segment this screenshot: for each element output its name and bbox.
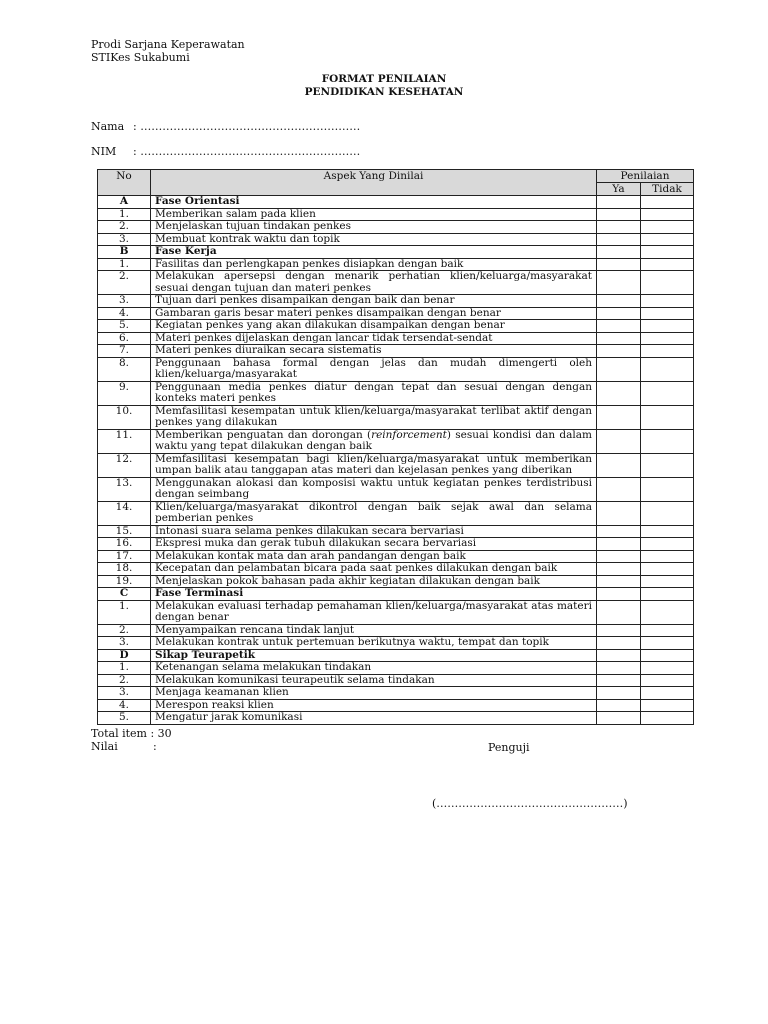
aspect-text: Kecepatan dan pelambatan bicara pada saat penkes dilakukan dengan baik <box>151 563 597 576</box>
aspect-text: Penggunaan bahasa formal dengan jelas dan mudah dimengerti oleh klien/keluarga/masyarakat <box>151 357 597 381</box>
table-body <box>98 196 694 725</box>
table-row <box>98 405 694 429</box>
tidak-cell[interactable] <box>641 357 694 381</box>
row-number: 17. <box>98 550 151 563</box>
table-row <box>98 233 694 246</box>
nama-value: : …………………………………………………… <box>133 120 361 133</box>
tidak-cell[interactable] <box>641 320 694 333</box>
header-tidak: Tidak <box>641 183 694 196</box>
tidak-cell[interactable] <box>641 429 694 453</box>
aspect-text: Kegiatan penkes yang akan dilakukan disampaikan dengan benar <box>151 320 597 333</box>
row-number: 1. <box>98 208 151 221</box>
table-row <box>98 429 694 453</box>
aspect-text: Tujuan dari penkes disampaikan dengan baik dan benar <box>151 295 597 308</box>
row-number: 16. <box>98 538 151 551</box>
table-row <box>98 381 694 405</box>
section-title: Fase Kerja <box>151 246 597 259</box>
table-row <box>98 662 694 675</box>
section-title: Sikap Teurapetik <box>151 649 597 662</box>
header-penilaian: Penilaian <box>597 170 694 183</box>
aspect-text: Intonasi suara selama penkes dilakukan secara bervariasi <box>151 525 597 538</box>
aspect-text: Memberikan salam pada klien <box>151 208 597 221</box>
penguji-label: Penguji <box>488 741 530 754</box>
row-number: 3. <box>98 233 151 246</box>
section-title: Fase Terminasi <box>151 588 597 601</box>
ya-cell[interactable] <box>597 196 641 209</box>
nama-label: Nama <box>91 120 125 133</box>
ya-cell[interactable] <box>597 429 641 453</box>
ya-cell[interactable] <box>597 345 641 358</box>
aspect-text: Memfasilitasi kesempatan bagi klien/keluarga/masyarakat untuk memberikan umpan balik atau tanggapan atas materi dan kejelasan penkes yang diberikan <box>151 453 597 477</box>
table-row <box>98 332 694 345</box>
aspect-text: Materi penkes dijelaskan dengan lancar tidak tersendat-sendat <box>151 332 597 345</box>
row-number: 18. <box>98 563 151 576</box>
ya-cell[interactable] <box>597 295 641 308</box>
ya-cell[interactable] <box>597 699 641 712</box>
table-row <box>98 453 694 477</box>
ya-cell[interactable] <box>597 332 641 345</box>
aspect-text: Membuat kontrak waktu dan topik <box>151 233 597 246</box>
row-number: 3. <box>98 687 151 700</box>
ya-cell[interactable] <box>597 674 641 687</box>
table-row <box>98 712 694 725</box>
row-number: 6. <box>98 332 151 345</box>
tidak-cell[interactable] <box>641 345 694 358</box>
ya-cell[interactable] <box>597 477 641 501</box>
aspect-text: Ekspresi muka dan gerak tubuh dilakukan secara bervariasi <box>151 538 597 551</box>
total-value: : 30 <box>150 727 172 740</box>
tidak-cell[interactable] <box>641 588 694 601</box>
ya-cell[interactable] <box>597 320 641 333</box>
aspect-text: Penggunaan media penkes diatur dengan tepat dan sesuai dengan dengan konteks materi penkes <box>151 381 597 405</box>
signature-line: (……………………………………………) <box>432 797 628 810</box>
aspect-text: Klien/keluarga/masyarakat dikontrol dengan baik sejak awal dan selama pemberian penkes <box>151 501 597 525</box>
table-row <box>98 674 694 687</box>
ya-cell[interactable] <box>597 271 641 295</box>
table-row <box>98 221 694 234</box>
aspect-text: Melakukan apersepsi dengan menarik perhatian klien/keluarga/masyarakat sesuai dengan tujuan dan materi penkes <box>151 271 597 295</box>
table-row <box>98 320 694 333</box>
header-aspek: Aspek Yang Dinilai <box>151 170 597 196</box>
table-row <box>98 258 694 271</box>
row-number: 7. <box>98 345 151 358</box>
tidak-cell[interactable] <box>641 405 694 429</box>
aspect-text: Menggunakan alokasi dan komposisi waktu untuk kegiatan penkes terdistribusi dengan seimbang <box>151 477 597 501</box>
row-number: 11. <box>98 429 151 453</box>
tidak-cell[interactable] <box>641 208 694 221</box>
row-number: 2. <box>98 271 151 295</box>
table-row <box>98 699 694 712</box>
tidak-cell[interactable] <box>641 575 694 588</box>
ya-cell[interactable] <box>597 538 641 551</box>
tidak-cell[interactable] <box>641 501 694 525</box>
row-number: 1. <box>98 600 151 624</box>
program-name: Prodi Sarjana Keperawatan <box>91 38 245 51</box>
ya-cell[interactable] <box>597 221 641 234</box>
ya-cell[interactable] <box>597 588 641 601</box>
table-row <box>98 271 694 295</box>
tidak-cell[interactable] <box>641 307 694 320</box>
aspect-text: Menjelaskan tujuan tindakan penkes <box>151 221 597 234</box>
tidak-cell[interactable] <box>641 649 694 662</box>
ya-cell[interactable] <box>597 525 641 538</box>
ya-cell[interactable] <box>597 712 641 725</box>
tidak-cell[interactable] <box>641 712 694 725</box>
row-number: C <box>98 588 151 601</box>
ya-cell[interactable] <box>597 575 641 588</box>
tidak-cell[interactable] <box>641 550 694 563</box>
row-number: 13. <box>98 477 151 501</box>
row-number: D <box>98 649 151 662</box>
tidak-cell[interactable] <box>641 196 694 209</box>
title-line-1: FORMAT PENILAIAN <box>321 73 447 85</box>
title-line-2: PENDIDIKAN KESEHATAN <box>304 86 464 98</box>
ya-cell[interactable] <box>597 649 641 662</box>
aspect-text: Menyampaikan rencana tindak lanjut <box>151 624 597 637</box>
tidak-cell[interactable] <box>641 662 694 675</box>
tidak-cell[interactable] <box>641 258 694 271</box>
nim-label: NIM <box>91 145 117 158</box>
row-number: 9. <box>98 381 151 405</box>
tidak-cell[interactable] <box>641 637 694 650</box>
table-row <box>98 357 694 381</box>
ya-cell[interactable] <box>597 550 641 563</box>
section-row <box>98 246 694 259</box>
aspect-text: Fasilitas dan perlengkapan penkes disiapkan dengan baik <box>151 258 597 271</box>
tidak-cell[interactable] <box>641 624 694 637</box>
nim-value: : …………………………………………………… <box>133 145 361 158</box>
aspect-text: Melakukan kontrak untuk pertemuan berikutnya waktu, tempat dan topik <box>151 637 597 650</box>
tidak-cell[interactable] <box>641 295 694 308</box>
total-label: Total item <box>91 727 147 740</box>
ya-cell[interactable] <box>597 381 641 405</box>
aspect-text: Ketenangan selama melakukan tindakan <box>151 662 597 675</box>
row-number: 1. <box>98 258 151 271</box>
header-ya: Ya <box>597 183 641 196</box>
table-row <box>98 208 694 221</box>
table-row <box>98 295 694 308</box>
ya-cell[interactable] <box>597 208 641 221</box>
ya-cell[interactable] <box>597 624 641 637</box>
tidak-cell[interactable] <box>641 381 694 405</box>
tidak-cell[interactable] <box>641 687 694 700</box>
table-row <box>98 550 694 563</box>
table-row <box>98 501 694 525</box>
aspect-text: Menjelaskan pokok bahasan pada akhir kegiatan dilakukan dengan baik <box>151 575 597 588</box>
ya-cell[interactable] <box>597 637 641 650</box>
row-number: 4. <box>98 307 151 320</box>
table-row <box>98 538 694 551</box>
aspect-text: Memfasilitasi kesempatan untuk klien/keluarga/masyarakat terlibat aktif dengan penkes yang dilakukan <box>151 405 597 429</box>
tidak-cell[interactable] <box>641 233 694 246</box>
tidak-cell[interactable] <box>641 453 694 477</box>
ya-cell[interactable] <box>597 600 641 624</box>
tidak-cell[interactable] <box>641 674 694 687</box>
ya-cell[interactable] <box>597 662 641 675</box>
row-number: 5. <box>98 712 151 725</box>
tidak-cell[interactable] <box>641 271 694 295</box>
ya-cell[interactable] <box>597 246 641 259</box>
ya-cell[interactable] <box>597 501 641 525</box>
row-number: 1. <box>98 662 151 675</box>
ya-cell[interactable] <box>597 563 641 576</box>
aspect-text: Melakukan kontak mata dan arah pandangan dengan baik <box>151 550 597 563</box>
table-row <box>98 525 694 538</box>
section-title: Fase Orientasi <box>151 196 597 209</box>
row-number: 3. <box>98 295 151 308</box>
aspect-text: Mengatur jarak komunikasi <box>151 712 597 725</box>
aspect-text: Materi penkes diuraikan secara sistematis <box>151 345 597 358</box>
table-row <box>98 345 694 358</box>
header-no: No <box>98 170 151 196</box>
table-row <box>98 477 694 501</box>
row-number: 3. <box>98 637 151 650</box>
ya-cell[interactable] <box>597 258 641 271</box>
row-number: 5. <box>98 320 151 333</box>
tidak-cell[interactable] <box>641 477 694 501</box>
aspect-text: Memberikan penguatan dan dorongan (reinforcement) sesuai kondisi dan dalam waktu yang tepat dilakukan dengan baik <box>151 429 597 453</box>
tidak-cell[interactable] <box>641 332 694 345</box>
nilai-value: : <box>153 740 157 753</box>
tidak-cell[interactable] <box>641 246 694 259</box>
row-number: 10. <box>98 405 151 429</box>
row-number: B <box>98 246 151 259</box>
aspect-text: Gambaran garis besar materi penkes disampaikan dengan benar <box>151 307 597 320</box>
ya-cell[interactable] <box>597 233 641 246</box>
ya-cell[interactable] <box>597 687 641 700</box>
section-row <box>98 649 694 662</box>
row-number: 4. <box>98 699 151 712</box>
nama-field <box>91 120 360 133</box>
institution-name: STIKes Sukabumi <box>91 51 190 64</box>
nilai-label: Nilai <box>91 740 118 753</box>
row-number: 15. <box>98 525 151 538</box>
tidak-cell[interactable] <box>641 563 694 576</box>
section-row <box>98 588 694 601</box>
aspect-text: Melakukan komunikasi teurapeutik selama tindakan <box>151 674 597 687</box>
table-row <box>98 637 694 650</box>
row-number: 8. <box>98 357 151 381</box>
ya-cell[interactable] <box>597 453 641 477</box>
aspect-text: Merespon reaksi klien <box>151 699 597 712</box>
tidak-cell[interactable] <box>641 699 694 712</box>
italic-term: reinforcement <box>371 428 447 441</box>
institution-header <box>91 38 245 64</box>
aspect-text: Menjaga keamanan klien <box>151 687 597 700</box>
row-number: A <box>98 196 151 209</box>
ya-cell[interactable] <box>597 307 641 320</box>
table-row <box>98 624 694 637</box>
row-number: 12. <box>98 453 151 477</box>
tidak-cell[interactable] <box>641 538 694 551</box>
row-number: 19. <box>98 575 151 588</box>
nim-field <box>91 145 360 158</box>
row-number: 2. <box>98 674 151 687</box>
table-row <box>98 307 694 320</box>
aspect-text: Melakukan evaluasi terhadap pemahaman klien/keluarga/masyarakat atas materi dengan benar <box>151 600 597 624</box>
tidak-cell[interactable] <box>641 600 694 624</box>
ya-cell[interactable] <box>597 405 641 429</box>
total-item-line <box>91 728 172 740</box>
ya-cell[interactable] <box>597 357 641 381</box>
row-number: 2. <box>98 221 151 234</box>
form-title <box>0 73 768 99</box>
section-row <box>98 196 694 209</box>
row-number: 2. <box>98 624 151 637</box>
tidak-cell[interactable] <box>641 525 694 538</box>
table-row <box>98 575 694 588</box>
table-row <box>98 563 694 576</box>
nilai-line <box>91 741 157 753</box>
assessment-table <box>97 169 694 725</box>
tidak-cell[interactable] <box>641 221 694 234</box>
table-row <box>98 687 694 700</box>
table-row <box>98 600 694 624</box>
row-number: 14. <box>98 501 151 525</box>
